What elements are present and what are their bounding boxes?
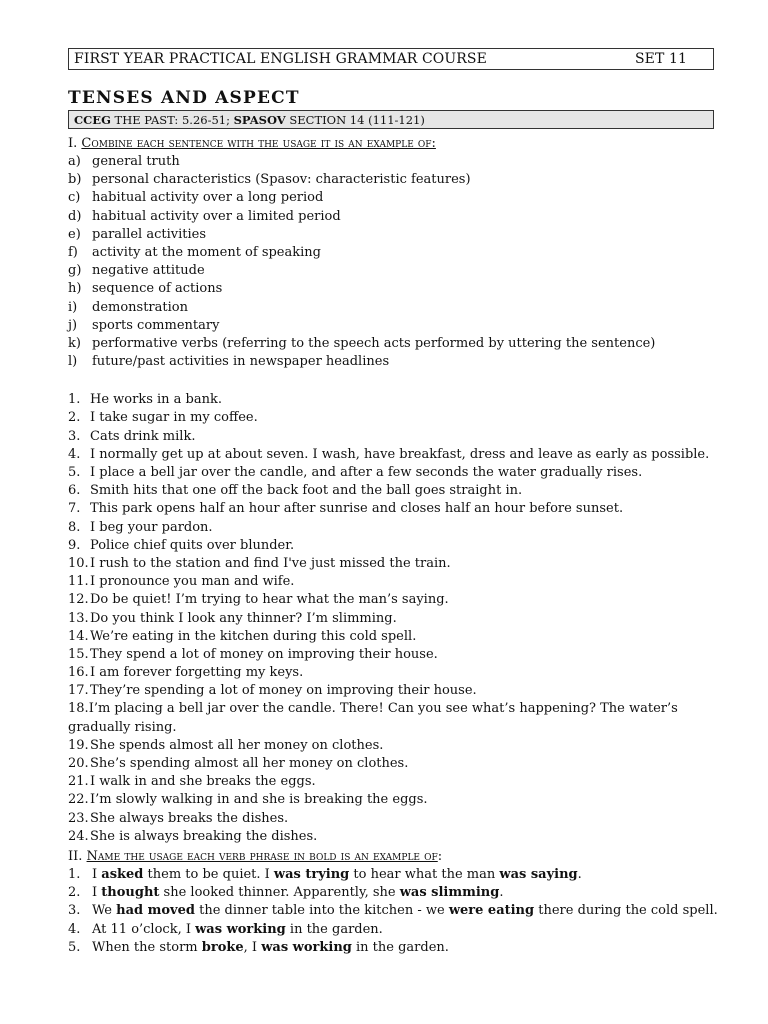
item-marker: 4. <box>68 446 81 462</box>
item-text: I walk in and she breaks the eggs. <box>90 774 316 790</box>
sentence-item <box>68 428 714 446</box>
part2-list <box>68 866 718 957</box>
verb-phrase-item <box>68 884 714 902</box>
usage-item <box>68 353 714 371</box>
item-marker: 24. <box>68 828 89 844</box>
sentence-fragment: in the garden. <box>351 939 449 955</box>
item-marker: 1. <box>68 392 81 408</box>
reference-box <box>68 110 714 129</box>
item-text: I take sugar in my coffee. <box>90 410 258 426</box>
item-text: This park opens half an hour after sunrise and closes half an hour before sunset. <box>90 501 624 517</box>
item-marker: h) <box>68 281 82 297</box>
item-text: Do be quiet! I’m trying to hear what the man’s saying. <box>90 592 449 608</box>
item-marker: 19. <box>68 737 89 753</box>
item-text: performative verbs (referring to the speech acts performed by uttering the sentence) <box>92 335 656 351</box>
item-marker: 2. <box>68 885 81 901</box>
item-text: sports commentary <box>92 317 220 333</box>
worksheet-page <box>68 48 718 957</box>
item-text: Cats drink milk. <box>90 428 196 444</box>
sentence-item <box>68 810 714 828</box>
item-marker: 1. <box>68 866 81 882</box>
item-text <box>92 921 383 939</box>
item-marker: 12. <box>68 592 89 608</box>
sentence-item <box>68 773 714 791</box>
item-marker: 9. <box>68 537 81 553</box>
item-marker: 18. <box>68 701 89 717</box>
sentence-fragment: I <box>92 866 102 882</box>
sentence-fragment: to hear what the man <box>349 866 500 882</box>
sentence-item <box>68 446 714 464</box>
item-text: She’s spending almost all her money on clothes. <box>90 756 409 772</box>
sentence-item <box>68 519 714 537</box>
course-header <box>68 48 714 70</box>
item-text: They spend a lot of money on improving their house. <box>90 646 438 662</box>
bold-verb-phrase: was trying <box>273 866 350 882</box>
course-title: FIRST YEAR PRACTICAL ENGLISH GRAMMAR COURSE <box>74 51 487 67</box>
part2-colon: : <box>437 848 443 864</box>
bold-verb-phrase: broke <box>201 939 244 955</box>
item-marker: 10. <box>68 555 89 571</box>
item-text <box>92 866 582 884</box>
part2-heading <box>68 848 714 866</box>
sentence-item <box>68 464 714 482</box>
item-marker: f) <box>68 244 78 260</box>
sentence-fragment: in the garden. <box>285 921 383 937</box>
item-marker: 23. <box>68 810 89 826</box>
item-text: future/past activities in newspaper headlines <box>92 354 390 370</box>
sentence-item <box>68 700 714 736</box>
item-marker: 17. <box>68 683 89 699</box>
part1-heading <box>68 135 714 153</box>
item-text: sequence of actions <box>92 281 223 297</box>
sentence-fragment: At 11 o’clock, I <box>92 921 196 937</box>
usage-item <box>68 299 714 317</box>
item-marker: l) <box>68 354 78 370</box>
usage-item <box>68 262 714 280</box>
item-text: Police chief quits over blunder. <box>90 537 295 553</box>
sentence-item <box>68 664 714 682</box>
item-text: Do you think I look any thinner? I’m slimming. <box>90 610 397 626</box>
sentence-item <box>68 791 714 809</box>
part2-numeral: II. <box>68 848 87 864</box>
bold-verb-phrase: thought <box>101 885 160 901</box>
bold-verb-phrase: was working <box>195 921 286 937</box>
item-marker: 11. <box>68 574 89 590</box>
item-text: She always breaks the dishes. <box>90 810 289 826</box>
sentence-item <box>68 646 714 664</box>
item-text: I rush to the station and find I've just missed the train. <box>90 555 451 571</box>
item-marker: 16. <box>68 665 89 681</box>
sentence-item <box>68 737 714 755</box>
usage-item <box>68 335 714 353</box>
item-marker: 21. <box>68 774 89 790</box>
item-marker: 4. <box>68 921 81 937</box>
bold-verb-phrase: was saying <box>499 866 578 882</box>
reference-cceg-pages: THE PAST: 5.26-51; <box>110 112 234 127</box>
item-text: Smith hits that one off the back foot and the ball goes straight in. <box>90 483 523 499</box>
item-marker: g) <box>68 263 82 279</box>
sentence-fragment: there during the cold spell. <box>534 903 718 919</box>
sentence-fragment: , I <box>243 939 262 955</box>
item-text: demonstration <box>92 299 188 315</box>
usage-item <box>68 226 714 244</box>
item-text: I am forever forgetting my keys. <box>90 665 304 681</box>
sentence-item <box>68 537 714 555</box>
verb-phrase-item <box>68 866 714 884</box>
sentence-item <box>68 591 714 609</box>
item-text: She spends almost all her money on clothes. <box>90 737 384 753</box>
item-marker: d) <box>68 208 82 224</box>
item-text: I place a bell jar over the candle, and after a few seconds the water gradually rises. <box>90 465 643 480</box>
sentence-fragment: . <box>499 885 504 901</box>
item-text: habitual activity over a long period <box>92 190 324 206</box>
item-marker: 5. <box>68 939 81 955</box>
sentence-item <box>68 755 714 773</box>
usage-item <box>68 153 714 171</box>
item-marker: 3. <box>68 428 81 444</box>
item-marker: b) <box>68 172 82 188</box>
sentence-fragment: I <box>92 885 102 901</box>
item-text: We’re eating in the kitchen during this cold spell. <box>90 628 417 644</box>
sentence-fragment: she looked thinner. Apparently, she <box>159 885 400 901</box>
item-text: activity at the moment of speaking <box>92 244 321 260</box>
sentence-item <box>68 573 714 591</box>
item-text <box>92 939 449 957</box>
usage-list <box>68 153 714 371</box>
sentence-item <box>68 409 714 427</box>
part1-numeral: I. <box>68 136 82 151</box>
item-marker: 5. <box>68 465 81 480</box>
sentence-item <box>68 500 714 518</box>
usage-item <box>68 244 714 262</box>
sentence-item <box>68 682 714 700</box>
item-marker: 2. <box>68 410 81 426</box>
reference-spasov-pages: SECTION 14 (111-121) <box>285 112 425 127</box>
item-text: He works in a bank. <box>90 392 223 408</box>
sentence-fragment: When the storm <box>92 939 202 955</box>
page-title: TENSES AND ASPECT <box>68 88 300 108</box>
sentence-item <box>68 555 714 573</box>
item-text: I’m placing a bell jar over the candle. There! Can you see what’s happening? The water’s gradually rising. <box>68 701 678 735</box>
bold-verb-phrase: had moved <box>116 903 195 919</box>
sentence-item <box>68 828 714 846</box>
item-marker: i) <box>68 299 78 315</box>
item-marker: 3. <box>68 903 81 919</box>
item-marker: 7. <box>68 501 81 517</box>
verb-phrase-item <box>68 921 714 939</box>
item-marker: j) <box>68 317 78 333</box>
sentence-item <box>68 482 714 500</box>
bold-verb-phrase: were eating <box>448 903 535 919</box>
item-marker: k) <box>68 335 81 351</box>
item-marker: 6. <box>68 483 81 499</box>
item-text: parallel activities <box>92 226 206 242</box>
item-text: They’re spending a lot of money on improving their house. <box>90 683 477 699</box>
item-text <box>92 884 504 902</box>
usage-item <box>68 189 714 207</box>
usage-item <box>68 280 714 298</box>
sentence-list <box>68 391 714 846</box>
item-marker: 15. <box>68 646 89 662</box>
item-text: I beg your pardon. <box>90 519 213 535</box>
set-number: SET 11 <box>634 51 687 67</box>
item-text <box>92 902 718 920</box>
sentence-fragment: We <box>92 903 117 919</box>
sentence-fragment: the dinner table into the kitchen - we <box>194 903 449 919</box>
verb-phrase-item <box>68 939 714 957</box>
item-marker: a) <box>68 154 81 169</box>
reference-cceg: CCEG <box>74 112 111 127</box>
item-text: I’m slowly walking in and she is breaking the eggs. <box>90 792 428 808</box>
bold-verb-phrase: was slimming <box>399 885 500 901</box>
item-marker: 8. <box>68 519 81 535</box>
item-marker: c) <box>68 190 81 206</box>
item-text: personal characteristics (Spasov: characteristic features) <box>92 172 471 188</box>
item-marker: 14. <box>68 628 89 644</box>
item-marker: 20. <box>68 756 89 772</box>
part2-instruction: Name the usage each verb phrase in bold is an example of <box>86 848 438 864</box>
part1-instruction: Combine each sentence with the usage it is an example of: <box>81 136 436 151</box>
bold-verb-phrase: was working <box>261 939 352 955</box>
bold-verb-phrase: asked <box>101 866 144 882</box>
item-text: I normally get up at about seven. I wash, have breakfast, dress and leave as early as possible. <box>90 446 710 462</box>
usage-item <box>68 317 714 335</box>
sentence-item <box>68 610 714 628</box>
item-text: She is always breaking the dishes. <box>90 828 318 844</box>
sentence-item <box>68 391 714 409</box>
item-text: negative attitude <box>92 263 205 279</box>
item-text: general truth <box>92 154 180 169</box>
item-marker: 13. <box>68 610 89 626</box>
item-marker: 22. <box>68 792 89 808</box>
verb-phrase-item <box>68 902 718 920</box>
sentence-item <box>68 628 714 646</box>
item-marker: e) <box>68 226 81 242</box>
usage-item <box>68 171 714 189</box>
item-text: I pronounce you man and wife. <box>90 574 295 590</box>
usage-item <box>68 208 714 226</box>
sentence-fragment: them to be quiet. I <box>143 866 274 882</box>
item-text: habitual activity over a limited period <box>92 208 341 224</box>
reference-spasov: SPASOV <box>233 112 286 127</box>
sentence-fragment: . <box>577 866 582 882</box>
